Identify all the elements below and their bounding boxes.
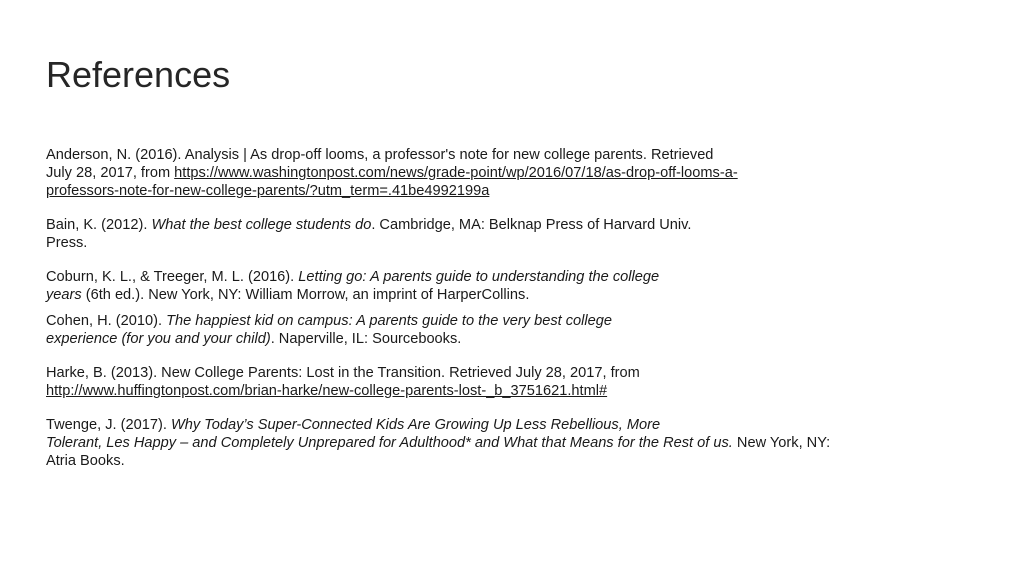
- reference-title: The happiest kid on campus: A parents guide to the very best college: [166, 313, 612, 329]
- reference-text: (6th ed.). New York, NY: William Morrow, an imprint of HarperCollins.: [81, 287, 530, 303]
- reference-bain: [46, 216, 986, 252]
- reference-title: experience (for you and your child): [46, 331, 271, 347]
- reference-text: Bain, K. (2012).: [46, 217, 152, 233]
- reference-title: Why Today’s Super-Connected Kids Are Growing Up Less Rebellious, More: [170, 417, 661, 433]
- reference-text: Cohen, H. (2010).: [46, 313, 167, 329]
- reference-text: July 28, 2017, from: [46, 165, 175, 181]
- reference-line: [46, 216, 986, 234]
- reference-line: [46, 286, 986, 304]
- reference-line: Atria Books.: [46, 453, 125, 469]
- reference-text: . Naperville, IL: Sourcebooks.: [270, 331, 462, 347]
- washingtonpost-link[interactable]: https://www.washingtonpost.com/news/grade-point/wp/2016/07/18/as-drop-off-looms-a-: [174, 165, 738, 181]
- reference-title: Letting go: A parents guide to understanding the college: [298, 269, 660, 285]
- reference-coburn: [46, 268, 986, 304]
- reference-anderson: [46, 146, 986, 200]
- reference-title: What the best college students do: [151, 217, 372, 233]
- reference-title: years: [46, 287, 82, 303]
- reference-title: Tolerant, Les Happy – and Completely Unprepared for Adulthood* and What that Means for the Rest of us.: [46, 435, 733, 451]
- reference-line: Anderson, N. (2016). Analysis | As drop-off looms, a professor's note for new college parents. Retrieved: [46, 147, 714, 163]
- reference-list: [46, 146, 986, 470]
- reference-text: . Cambridge, MA: Belknap Press of Harvard Univ.: [371, 217, 692, 233]
- reference-line: [46, 182, 986, 200]
- washingtonpost-link-continued[interactable]: professors-note-for-new-college-parents/?utm_term=.41be4992199a: [46, 183, 490, 199]
- reference-line: Harke, B. (2013). New College Parents: Lost in the Transition. Retrieved July 28, 2017, from: [46, 365, 640, 381]
- reference-line: [46, 164, 986, 182]
- reference-line: [46, 268, 986, 286]
- reference-line: [46, 434, 986, 452]
- reference-cohen: [46, 312, 986, 348]
- reference-text: New York, NY:: [732, 435, 831, 451]
- reference-line: [46, 330, 986, 348]
- reference-harke: [46, 364, 986, 400]
- page-title: References: [46, 54, 231, 95]
- reference-text: Twenge, J. (2017).: [46, 417, 171, 433]
- reference-line: Press.: [46, 235, 88, 251]
- reference-line: [46, 382, 986, 400]
- reference-text: Coburn, K. L., & Treeger, M. L. (2016).: [46, 269, 299, 285]
- reference-line: [46, 312, 986, 330]
- reference-line: [46, 416, 986, 434]
- reference-twenge: [46, 416, 986, 470]
- huffingtonpost-link[interactable]: http://www.huffingtonpost.com/brian-harke/new-college-parents-lost-_b_3751621.html#: [46, 383, 608, 399]
